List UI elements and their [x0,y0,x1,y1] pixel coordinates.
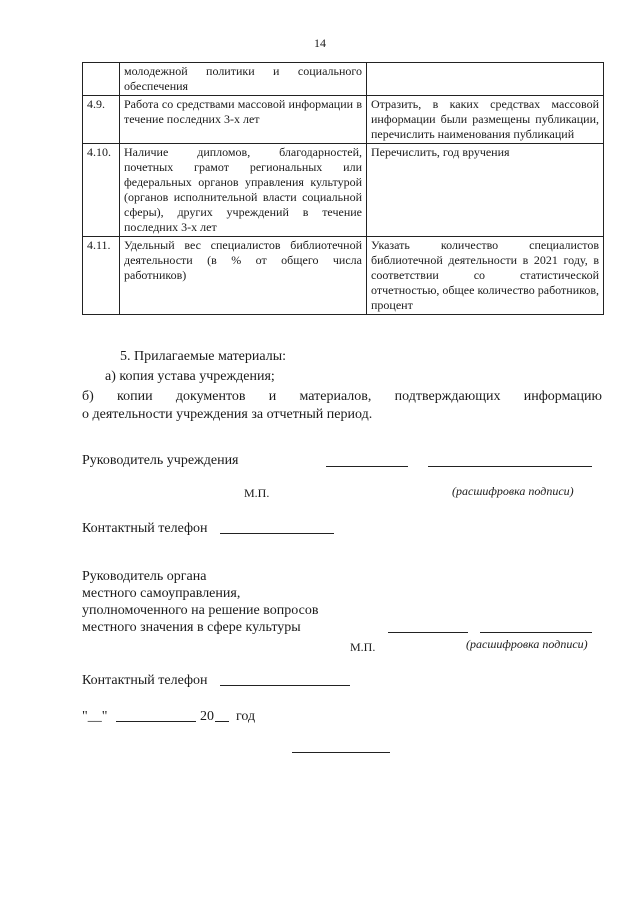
page-number: 14 [314,36,326,50]
contact-phone-label: Контактный телефон [82,673,208,688]
row-number: 4.11. [83,237,120,315]
contact-phone-label: Контактный телефон [82,521,208,536]
decode-line [480,632,592,633]
stamp-label: М.П. [350,640,376,654]
head-of-institution-label: Руководитель учреждения [82,453,239,468]
row-description: Работа со средствами массовой информации в течение последних 3-х лет [120,96,367,144]
row-description: Наличие дипломов, благодарностей, почетных грамот региональных или федеральных органов управления культурой (органов исполнительной власти социальной сферы), других учреждений в течение последних 3-х лет [120,144,367,237]
table-row [83,96,604,144]
signature-decode-label: (расшифровка подписи) [466,637,588,651]
materials-item-b-line1: б) копии документов и материалов, подтверждающих информацию [82,389,602,404]
date-year-suffix: год [236,709,256,724]
date-day: "__" [82,709,108,724]
row-number [83,63,120,96]
date-month-line[interactable] [116,721,196,722]
materials-heading: 5. Прилагаемые материалы: [120,349,287,364]
signature-decode-label: (расшифровка подписи) [452,484,574,498]
table-row [83,63,604,96]
authority-head-line2: местного самоуправления, [82,586,241,601]
table-row [83,237,604,315]
materials-item-b-line2: о деятельности учреждения за отчетный период. [82,407,373,422]
date-year-line[interactable] [215,721,229,722]
contact-phone-line[interactable] [220,685,350,686]
row-note [367,63,604,96]
table-row [83,144,604,237]
materials-item-a: а) копия устава учреждения; [105,369,275,384]
row-note: Перечислить, год вручения [367,144,604,237]
signature-line [326,466,408,467]
authority-head-line3: уполномоченного на решение вопросов [82,603,319,618]
decode-line [428,466,592,467]
row-number: 4.9. [83,96,120,144]
stamp-label: М.П. [244,486,270,500]
row-note: Отразить, в каких средствах массовой информации были размещены публикации, перечислить наименования публикаций [367,96,604,144]
contact-phone-line[interactable] [220,533,334,534]
date-year-prefix: 20 [200,709,214,724]
authority-head-line1: Руководитель органа [82,569,207,584]
row-description: молодежной политики и социального обеспечения [120,63,367,96]
row-note: Указать количество специалистов библиотечной деятельности в 2021 году, в соответствии со статистической отчетностью, общее количество работников, процент [367,237,604,315]
signature-line [388,632,468,633]
row-number: 4.10. [83,144,120,237]
separator-line [292,752,390,753]
row-description: Удельный вес специалистов библиотечной деятельности (в % от общего числа работников) [120,237,367,315]
authority-head-line4: местного значения в сфере культуры [82,620,301,635]
criteria-table [82,62,604,315]
